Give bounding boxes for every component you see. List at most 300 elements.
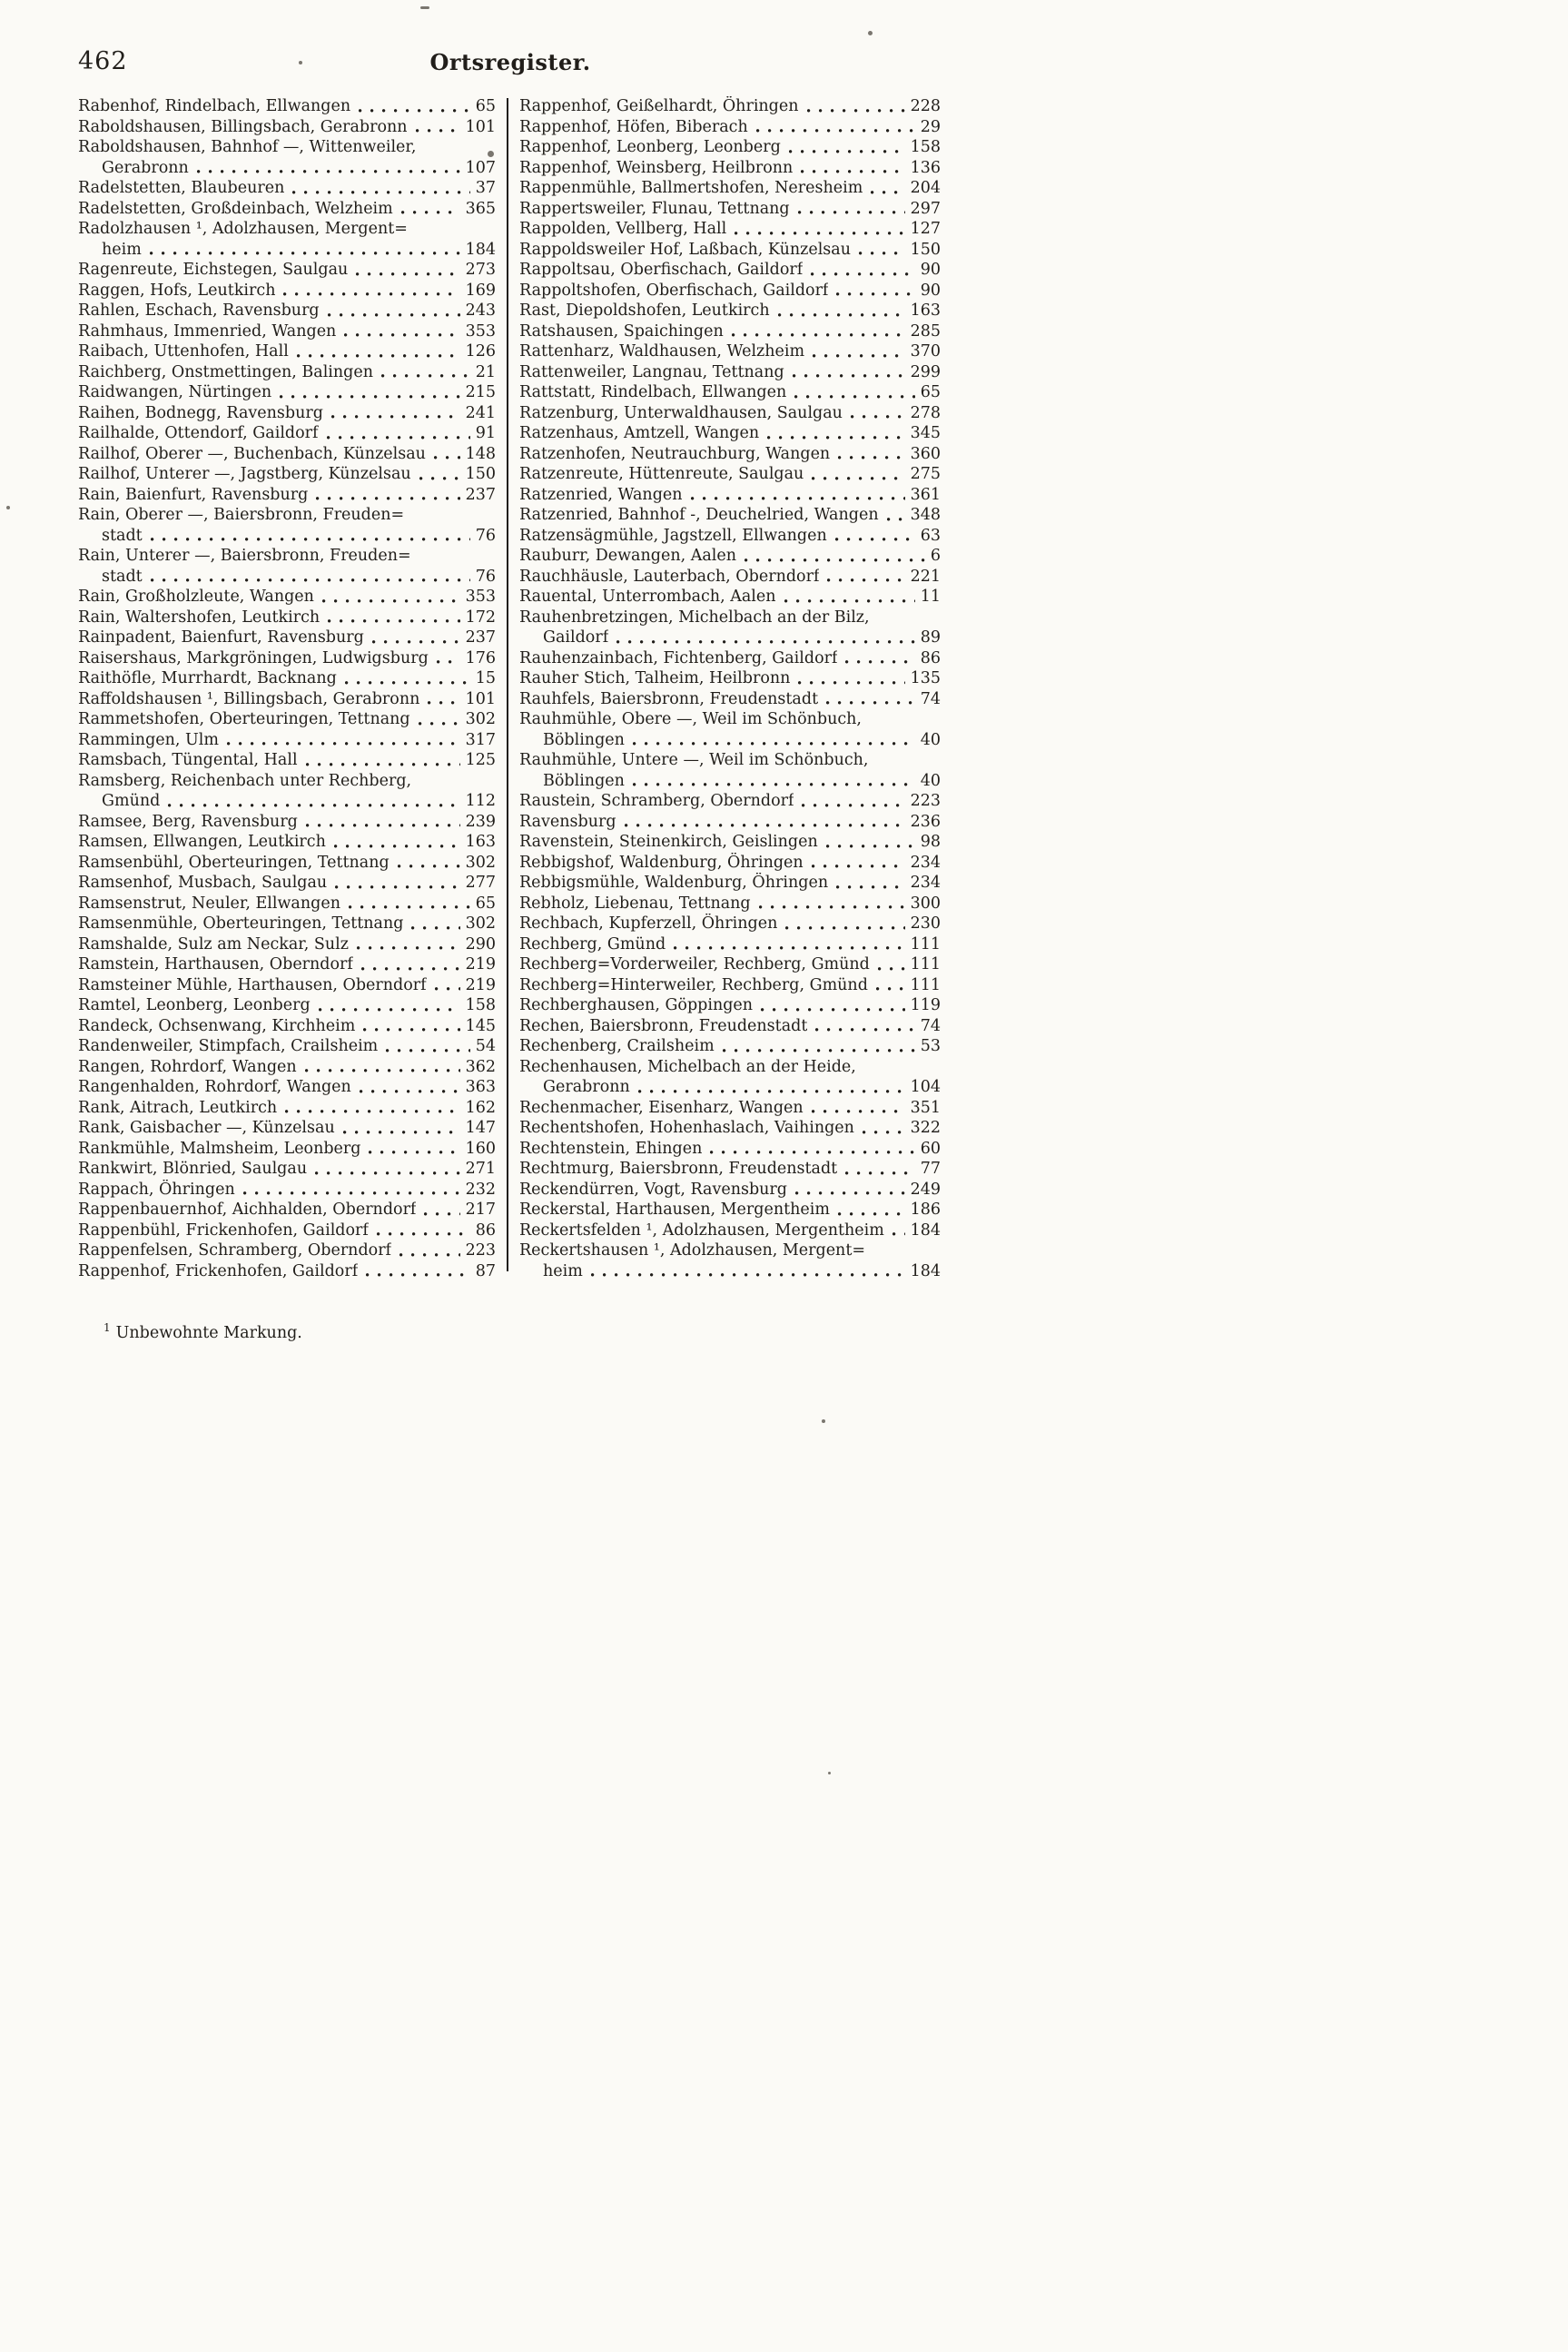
index-entry: [519, 914, 941, 934]
index-entry: [78, 832, 496, 853]
entry-page-ref: 217: [465, 1201, 496, 1219]
index-entry: [519, 117, 941, 138]
entry-text: Ratzenhaus, Amtzell, Wangen: [519, 424, 760, 442]
entry-text: Ratzenried, Wangen: [519, 485, 683, 504]
entry-text: Ratzensägmühle, Jagstzell, Ellwangen: [519, 526, 827, 545]
dot-leader: [691, 497, 905, 500]
scan-speck: [868, 31, 873, 35]
entry-page-ref: 111: [910, 934, 941, 954]
dot-leader: [845, 660, 914, 664]
entry-text: Rechen, Baiersbronn, Freudenstadt: [519, 1016, 808, 1035]
scanned-page: [78, 47, 942, 1342]
page-title: Ortsregister.: [429, 49, 591, 75]
index-entry: [78, 1036, 496, 1057]
index-entry: [78, 709, 496, 730]
entry-page-ref: 363: [465, 1078, 496, 1096]
entry-text: Rauhmühle, Untere —, Weil im Schönbuch,: [519, 751, 869, 769]
scan-speck: [488, 151, 494, 157]
entry-text: Ramsenhof, Musbach, Saulgau: [78, 874, 328, 892]
entry-page-ref: 11: [920, 588, 941, 606]
entry-page-ref: 162: [465, 1098, 496, 1117]
dot-leader: [778, 313, 905, 317]
footnote: [104, 1321, 942, 1342]
entry-text: Rechbach, Kupferzell, Öhringen: [519, 914, 778, 933]
index-entry: [78, 1200, 496, 1220]
entry-text: Ramshalde, Sulz am Neckar, Sulz: [78, 934, 349, 954]
dot-leader: [349, 905, 470, 909]
footnote-marker: 1: [104, 1321, 111, 1334]
entry-page-ref: 150: [465, 465, 496, 483]
entry-page-ref: 236: [910, 812, 941, 831]
index-entry: [78, 894, 496, 914]
entry-page-ref: 223: [910, 792, 941, 810]
entry-text: Gerabronn: [102, 158, 189, 177]
dot-leader: [710, 1151, 914, 1154]
index-entry: [78, 464, 496, 485]
index-entry: [519, 444, 941, 465]
entry-text: Rain, Großholzleute, Wangen: [78, 588, 314, 606]
entry-page-ref: 74: [920, 689, 941, 708]
dot-leader: [761, 1008, 905, 1012]
dot-leader: [372, 640, 460, 644]
dot-leader: [243, 1191, 460, 1195]
dot-leader: [398, 865, 460, 868]
dot-leader: [360, 1090, 460, 1093]
dot-leader: [826, 701, 915, 705]
dot-leader: [785, 926, 904, 930]
entry-page-ref: 290: [465, 934, 496, 954]
entry-page-ref: 353: [465, 321, 496, 341]
scan-speck: [828, 1772, 831, 1774]
dot-leader: [674, 946, 904, 950]
entry-text: stadt: [102, 567, 143, 586]
index-entry: [519, 505, 941, 526]
entry-text: Raboldshausen, Billingsbach, Gerabronn: [78, 117, 408, 136]
entry-page-ref: 65: [920, 383, 941, 401]
dot-leader: [280, 395, 459, 399]
dot-leader: [859, 252, 905, 255]
dot-leader: [328, 313, 460, 317]
entry-page-ref: 98: [920, 833, 941, 851]
entry-text: Rechenberg, Crailsheim: [519, 1037, 715, 1055]
index-entry: [78, 260, 496, 281]
index-entry: [519, 199, 941, 220]
index-entry: [519, 158, 941, 179]
entry-text: Ramtel, Leonberg, Leonberg: [78, 996, 311, 1014]
entry-text: Ramstein, Harthausen, Oberndorf: [78, 955, 353, 973]
dot-leader: [798, 681, 904, 685]
dot-leader: [401, 211, 460, 214]
index-entry: [519, 934, 941, 955]
entry-page-ref: 150: [910, 240, 941, 259]
entry-page-ref: 40: [920, 730, 941, 749]
index-entry: [519, 546, 941, 567]
entry-page-ref: 302: [465, 710, 496, 728]
entry-text: Rappenbühl, Frickenhofen, Gaildorf: [78, 1220, 369, 1240]
index-entry: [519, 832, 941, 853]
entry-text: Ratzenhofen, Neutrauchburg, Wangen: [519, 444, 831, 463]
entry-text: Rappenhof, Leonberg, Leonberg: [519, 138, 781, 156]
dot-leader: [305, 1069, 460, 1072]
dot-leader: [151, 578, 470, 582]
index-entry: [519, 1159, 941, 1180]
index-entry: [78, 137, 496, 178]
index-entry: [78, 362, 496, 383]
index-entry: [519, 1016, 941, 1037]
entry-page-ref: 317: [465, 730, 496, 749]
entry-page-ref: 53: [920, 1037, 941, 1055]
entry-page-ref: 6: [930, 547, 941, 565]
entry-page-ref: 112: [465, 792, 496, 810]
entry-page-ref: 300: [910, 894, 941, 913]
page-number: 462: [78, 47, 128, 75]
dot-leader: [331, 415, 460, 419]
entry-page-ref: 228: [910, 97, 941, 115]
entry-page-ref: 37: [475, 179, 496, 197]
index-entry: [78, 934, 496, 955]
index-entry: [78, 1098, 496, 1119]
entry-page-ref: 87: [475, 1261, 496, 1280]
entry-text: Ratzenried, Bahnhof -, Deuchelried, Wangen: [519, 506, 879, 524]
entry-page-ref: 135: [910, 669, 941, 687]
entry-page-ref: 351: [910, 1098, 941, 1117]
index-entry: [519, 873, 941, 894]
dot-leader: [359, 109, 470, 113]
entry-text: Ramsenmühle, Oberteuringen, Tettnang: [78, 914, 404, 933]
entry-text: Raggen, Hofs, Leutkirch: [78, 281, 276, 300]
index-entry: [78, 1016, 496, 1037]
index-entry: [519, 1220, 941, 1241]
entry-text: Rain, Unterer —, Baiersbronn, Freuden=: [78, 547, 411, 565]
entry-text: Rammingen, Ulm: [78, 730, 219, 749]
entry-text: Ramsenstrut, Neuler, Ellwangen: [78, 894, 340, 913]
entry-page-ref: 107: [465, 158, 496, 177]
index-entry: [78, 505, 496, 546]
dot-leader: [835, 538, 915, 541]
entry-text: Rahlen, Eschach, Ravensburg: [78, 301, 320, 320]
index-entry: [519, 260, 941, 281]
entry-page-ref: 60: [920, 1139, 941, 1158]
entry-text: Ramsen, Ellwangen, Leutkirch: [78, 833, 326, 851]
index-entry: [78, 689, 496, 710]
footnote-text: Unbewohnte Markung.: [115, 1323, 302, 1342]
index-entry: [519, 1240, 941, 1281]
index-entry: [78, 628, 496, 648]
entry-text: Ramsberg, Reichenbach unter Rechberg,: [78, 771, 412, 790]
entry-page-ref: 299: [910, 362, 941, 381]
entry-text: Rast, Diepoldshofen, Leutkirch: [519, 301, 770, 320]
entry-text: Rechberg=Hinterweiler, Rechberg, Gmünd: [519, 975, 868, 994]
dot-leader: [827, 578, 904, 582]
index-entry: [78, 995, 496, 1016]
dot-leader: [419, 477, 460, 480]
index-entry: [78, 750, 496, 771]
dot-leader: [892, 1232, 905, 1236]
entry-page-ref: 77: [920, 1160, 941, 1178]
entry-page-ref: 127: [910, 220, 941, 238]
index-entry: [78, 1261, 496, 1282]
entry-text: Rauental, Unterrombach, Aalen: [519, 588, 776, 606]
entry-text: Rappoltshofen, Oberfischach, Gaildorf: [519, 281, 829, 300]
index-entry: [519, 219, 941, 240]
index-entry: [78, 954, 496, 975]
dot-leader: [322, 599, 460, 603]
index-entry: [519, 1118, 941, 1139]
entry-text: Rechenhausen, Michelbach an der Heide,: [519, 1057, 856, 1076]
entry-text: Rabenhof, Rindelbach, Ellwangen: [78, 97, 351, 115]
entry-page-ref: 86: [475, 1220, 496, 1240]
entry-page-ref: 184: [910, 1261, 941, 1280]
index-columns: [78, 96, 942, 1281]
entry-text: Rauher Stich, Talheim, Heilbronn: [519, 669, 791, 687]
entry-page-ref: 21: [475, 362, 496, 381]
entry-text: Rebbigsmühle, Waldenburg, Öhringen: [519, 874, 829, 892]
entry-text: Ratzenburg, Unterwaldhausen, Saulgau: [519, 403, 843, 422]
scan-speck: [420, 6, 429, 9]
entry-page-ref: 40: [920, 771, 941, 790]
index-entry: [78, 178, 496, 199]
dot-leader: [878, 967, 905, 971]
entry-page-ref: 362: [465, 1057, 496, 1076]
entry-page-ref: 184: [465, 240, 496, 259]
dot-leader: [356, 272, 459, 276]
entry-text: Reckertsfelden ¹, Adolzhausen, Mergentheim: [519, 1220, 884, 1240]
entry-text: Raidwangen, Nürtingen: [78, 383, 272, 401]
dot-leader: [789, 150, 905, 153]
entry-text: Rankwirt, Blönried, Saulgau: [78, 1160, 308, 1178]
entry-page-ref: 76: [475, 567, 496, 586]
entry-page-ref: 86: [920, 648, 941, 667]
entry-page-ref: 104: [910, 1078, 941, 1096]
dot-leader: [745, 558, 925, 562]
index-entry: [78, 730, 496, 751]
dot-leader: [357, 946, 460, 950]
entry-page-ref: 89: [920, 628, 941, 647]
index-entry: [78, 914, 496, 934]
entry-text: Rappolden, Vellberg, Hall: [519, 220, 727, 238]
index-entry: [78, 403, 496, 424]
entry-page-ref: 348: [910, 506, 941, 524]
entry-text: Rappenhof, Weinsberg, Heilbronn: [519, 158, 794, 177]
entry-text: Rappertsweiler, Flunau, Tettnang: [519, 199, 790, 218]
entry-page-ref: 345: [910, 424, 941, 442]
entry-text: Raffoldshausen ¹, Billingsbach, Gerabronn: [78, 689, 420, 708]
index-entry: [78, 587, 496, 608]
dot-leader: [813, 354, 905, 358]
dot-leader: [591, 1273, 905, 1277]
entry-text: Raihen, Bodnegg, Ravensburg: [78, 403, 323, 422]
dot-leader: [826, 845, 915, 848]
index-entry: [78, 546, 496, 587]
entry-text: Railhof, Oberer —, Buchenbach, Künzelsau: [78, 444, 426, 463]
index-entry: [78, 853, 496, 874]
index-entry: [78, 1118, 496, 1139]
dot-leader: [732, 333, 905, 337]
dot-leader: [625, 824, 905, 827]
index-entry: [78, 321, 496, 342]
entry-text: Böblingen: [543, 771, 625, 790]
entry-page-ref: 158: [465, 996, 496, 1014]
dot-leader: [756, 129, 915, 133]
entry-page-ref: 176: [465, 648, 496, 667]
entry-text: Radelstetten, Großdeinbach, Welzheim: [78, 199, 393, 218]
index-entry: [78, 975, 496, 996]
dot-leader: [793, 374, 905, 378]
entry-page-ref: 230: [910, 914, 941, 933]
index-entry: [78, 341, 496, 362]
dot-leader: [227, 742, 460, 746]
entry-text: Rammetshofen, Oberteuringen, Tettnang: [78, 710, 410, 728]
dot-leader: [319, 1008, 460, 1012]
entry-text: Rappenhof, Frickenhofen, Gaildorf: [78, 1261, 359, 1280]
column-divider-rule: [507, 98, 508, 1271]
entry-text: Rangenhalden, Rohrdorf, Wangen: [78, 1078, 351, 1096]
entry-text: Ramsenbühl, Oberteuringen, Tettnang: [78, 853, 390, 872]
index-entry: [78, 219, 496, 260]
dot-leader: [151, 538, 470, 541]
index-entry: [78, 1240, 496, 1261]
entry-text: Randeck, Ochsenwang, Kirchheim: [78, 1016, 356, 1035]
entry-text: Rauhfels, Baiersbronn, Freudenstadt: [519, 689, 819, 708]
entry-page-ref: 365: [465, 199, 496, 218]
entry-page-ref: 145: [465, 1016, 496, 1035]
entry-text: Radolzhausen ¹, Adolzhausen, Mergent=: [78, 220, 408, 238]
entry-page-ref: 275: [910, 465, 941, 483]
entry-page-ref: 160: [465, 1139, 496, 1158]
entry-page-ref: 163: [465, 833, 496, 851]
entry-page-ref: 65: [475, 894, 496, 913]
index-entry: [519, 853, 941, 874]
page-header: [78, 47, 942, 82]
entry-page-ref: 126: [465, 342, 496, 361]
index-entry: [78, 96, 496, 117]
entry-text: Rappenbauernhof, Aichhalden, Oberndorf: [78, 1201, 417, 1219]
entry-text: Rattstatt, Rindelbach, Ellwangen: [519, 383, 787, 401]
entry-text: Rankmühle, Malmsheim, Leonberg: [78, 1139, 361, 1158]
entry-text: Böblingen: [543, 730, 625, 749]
entry-page-ref: 219: [465, 975, 496, 994]
dot-leader: [811, 272, 915, 276]
index-entry: [78, 1057, 496, 1078]
dot-leader: [411, 926, 459, 930]
entry-page-ref: 370: [910, 342, 941, 361]
dot-leader: [377, 1232, 470, 1236]
dot-leader: [812, 477, 904, 480]
dot-leader: [759, 905, 905, 909]
dot-leader: [802, 804, 904, 807]
entry-text: Rechtmurg, Baiersbronn, Freudenstadt: [519, 1160, 838, 1178]
dot-leader: [784, 599, 915, 603]
dot-leader: [335, 885, 459, 889]
entry-page-ref: 302: [465, 914, 496, 933]
dot-leader: [168, 804, 459, 807]
dot-leader: [801, 170, 904, 173]
entry-text: Rechentshofen, Hohenhaslach, Vaihingen: [519, 1119, 854, 1137]
index-entry: [519, 709, 941, 750]
entry-text: Railhalde, Ottendorf, Gaildorf: [78, 424, 319, 442]
entry-page-ref: 186: [910, 1201, 941, 1219]
index-entry: [78, 1077, 496, 1098]
entry-page-ref: 74: [920, 1016, 941, 1035]
entry-page-ref: 119: [910, 996, 941, 1014]
entry-text: Rain, Baienfurt, Ravensburg: [78, 485, 309, 504]
entry-text: Raibach, Uttenhofen, Hall: [78, 342, 289, 361]
index-entry: [519, 341, 941, 362]
dot-leader: [437, 660, 460, 664]
index-entry: [519, 608, 941, 648]
entry-page-ref: 360: [910, 444, 941, 463]
dot-leader: [361, 967, 460, 971]
index-entry: [78, 301, 496, 321]
entry-text: Rappenhof, Geißelhardt, Öhringen: [519, 97, 799, 115]
entry-page-ref: 361: [910, 485, 941, 504]
entry-page-ref: 237: [465, 485, 496, 504]
index-entry: [519, 1139, 941, 1160]
entry-page-ref: 204: [910, 179, 941, 197]
index-entry: [519, 567, 941, 588]
entry-text: Rappenfelsen, Schramberg, Oberndorf: [78, 1241, 392, 1260]
entry-text: heim: [102, 240, 142, 259]
index-entry: [519, 403, 941, 424]
entry-text: Raisershaus, Markgröningen, Ludwigsburg: [78, 648, 429, 667]
entry-text: Raichberg, Onstmettingen, Balingen: [78, 362, 373, 381]
entry-page-ref: 76: [475, 526, 496, 545]
entry-page-ref: 241: [465, 403, 496, 422]
dot-leader: [366, 1273, 470, 1277]
dot-leader: [838, 1212, 905, 1216]
index-entry: [519, 975, 941, 996]
index-entry: [519, 587, 941, 608]
dot-leader: [419, 722, 460, 726]
index-entry: [78, 1220, 496, 1241]
entry-text: Ramsbach, Tüngental, Hall: [78, 751, 298, 769]
index-entry: [519, 668, 941, 689]
dot-leader: [386, 1049, 469, 1052]
dot-leader: [328, 619, 459, 623]
entry-page-ref: 125: [465, 751, 496, 769]
entry-page-ref: 15: [475, 669, 496, 687]
index-entry: [78, 444, 496, 465]
index-entry: [78, 117, 496, 138]
entry-page-ref: 322: [910, 1119, 941, 1137]
entry-page-ref: 101: [465, 117, 496, 136]
entry-page-ref: 271: [465, 1160, 496, 1178]
entry-text: Rauhenzainbach, Fichtenberg, Gaildorf: [519, 648, 838, 667]
index-entry: [519, 301, 941, 321]
index-entry: [78, 1180, 496, 1201]
dot-leader: [767, 436, 904, 440]
index-entry: [519, 648, 941, 669]
dot-leader: [428, 701, 459, 705]
dot-leader: [435, 987, 460, 991]
index-entry: [519, 954, 941, 975]
entry-page-ref: 237: [465, 628, 496, 647]
scan-speck: [822, 1419, 825, 1423]
dot-leader: [735, 232, 904, 235]
entry-text: Rebholz, Liebenau, Tettnang: [519, 894, 751, 913]
dot-leader: [197, 170, 460, 173]
index-entry: [78, 812, 496, 833]
dot-leader: [315, 1171, 460, 1175]
dot-leader: [285, 1110, 459, 1113]
entry-text: Rainpadent, Baienfurt, Ravensburg: [78, 628, 364, 647]
entry-text: Ratshausen, Spaichingen: [519, 321, 724, 341]
dot-leader: [723, 1049, 915, 1052]
entry-page-ref: 223: [465, 1241, 496, 1260]
dot-leader: [887, 518, 905, 521]
entry-page-ref: 234: [910, 874, 941, 892]
entry-text: Ravensburg: [519, 812, 616, 831]
